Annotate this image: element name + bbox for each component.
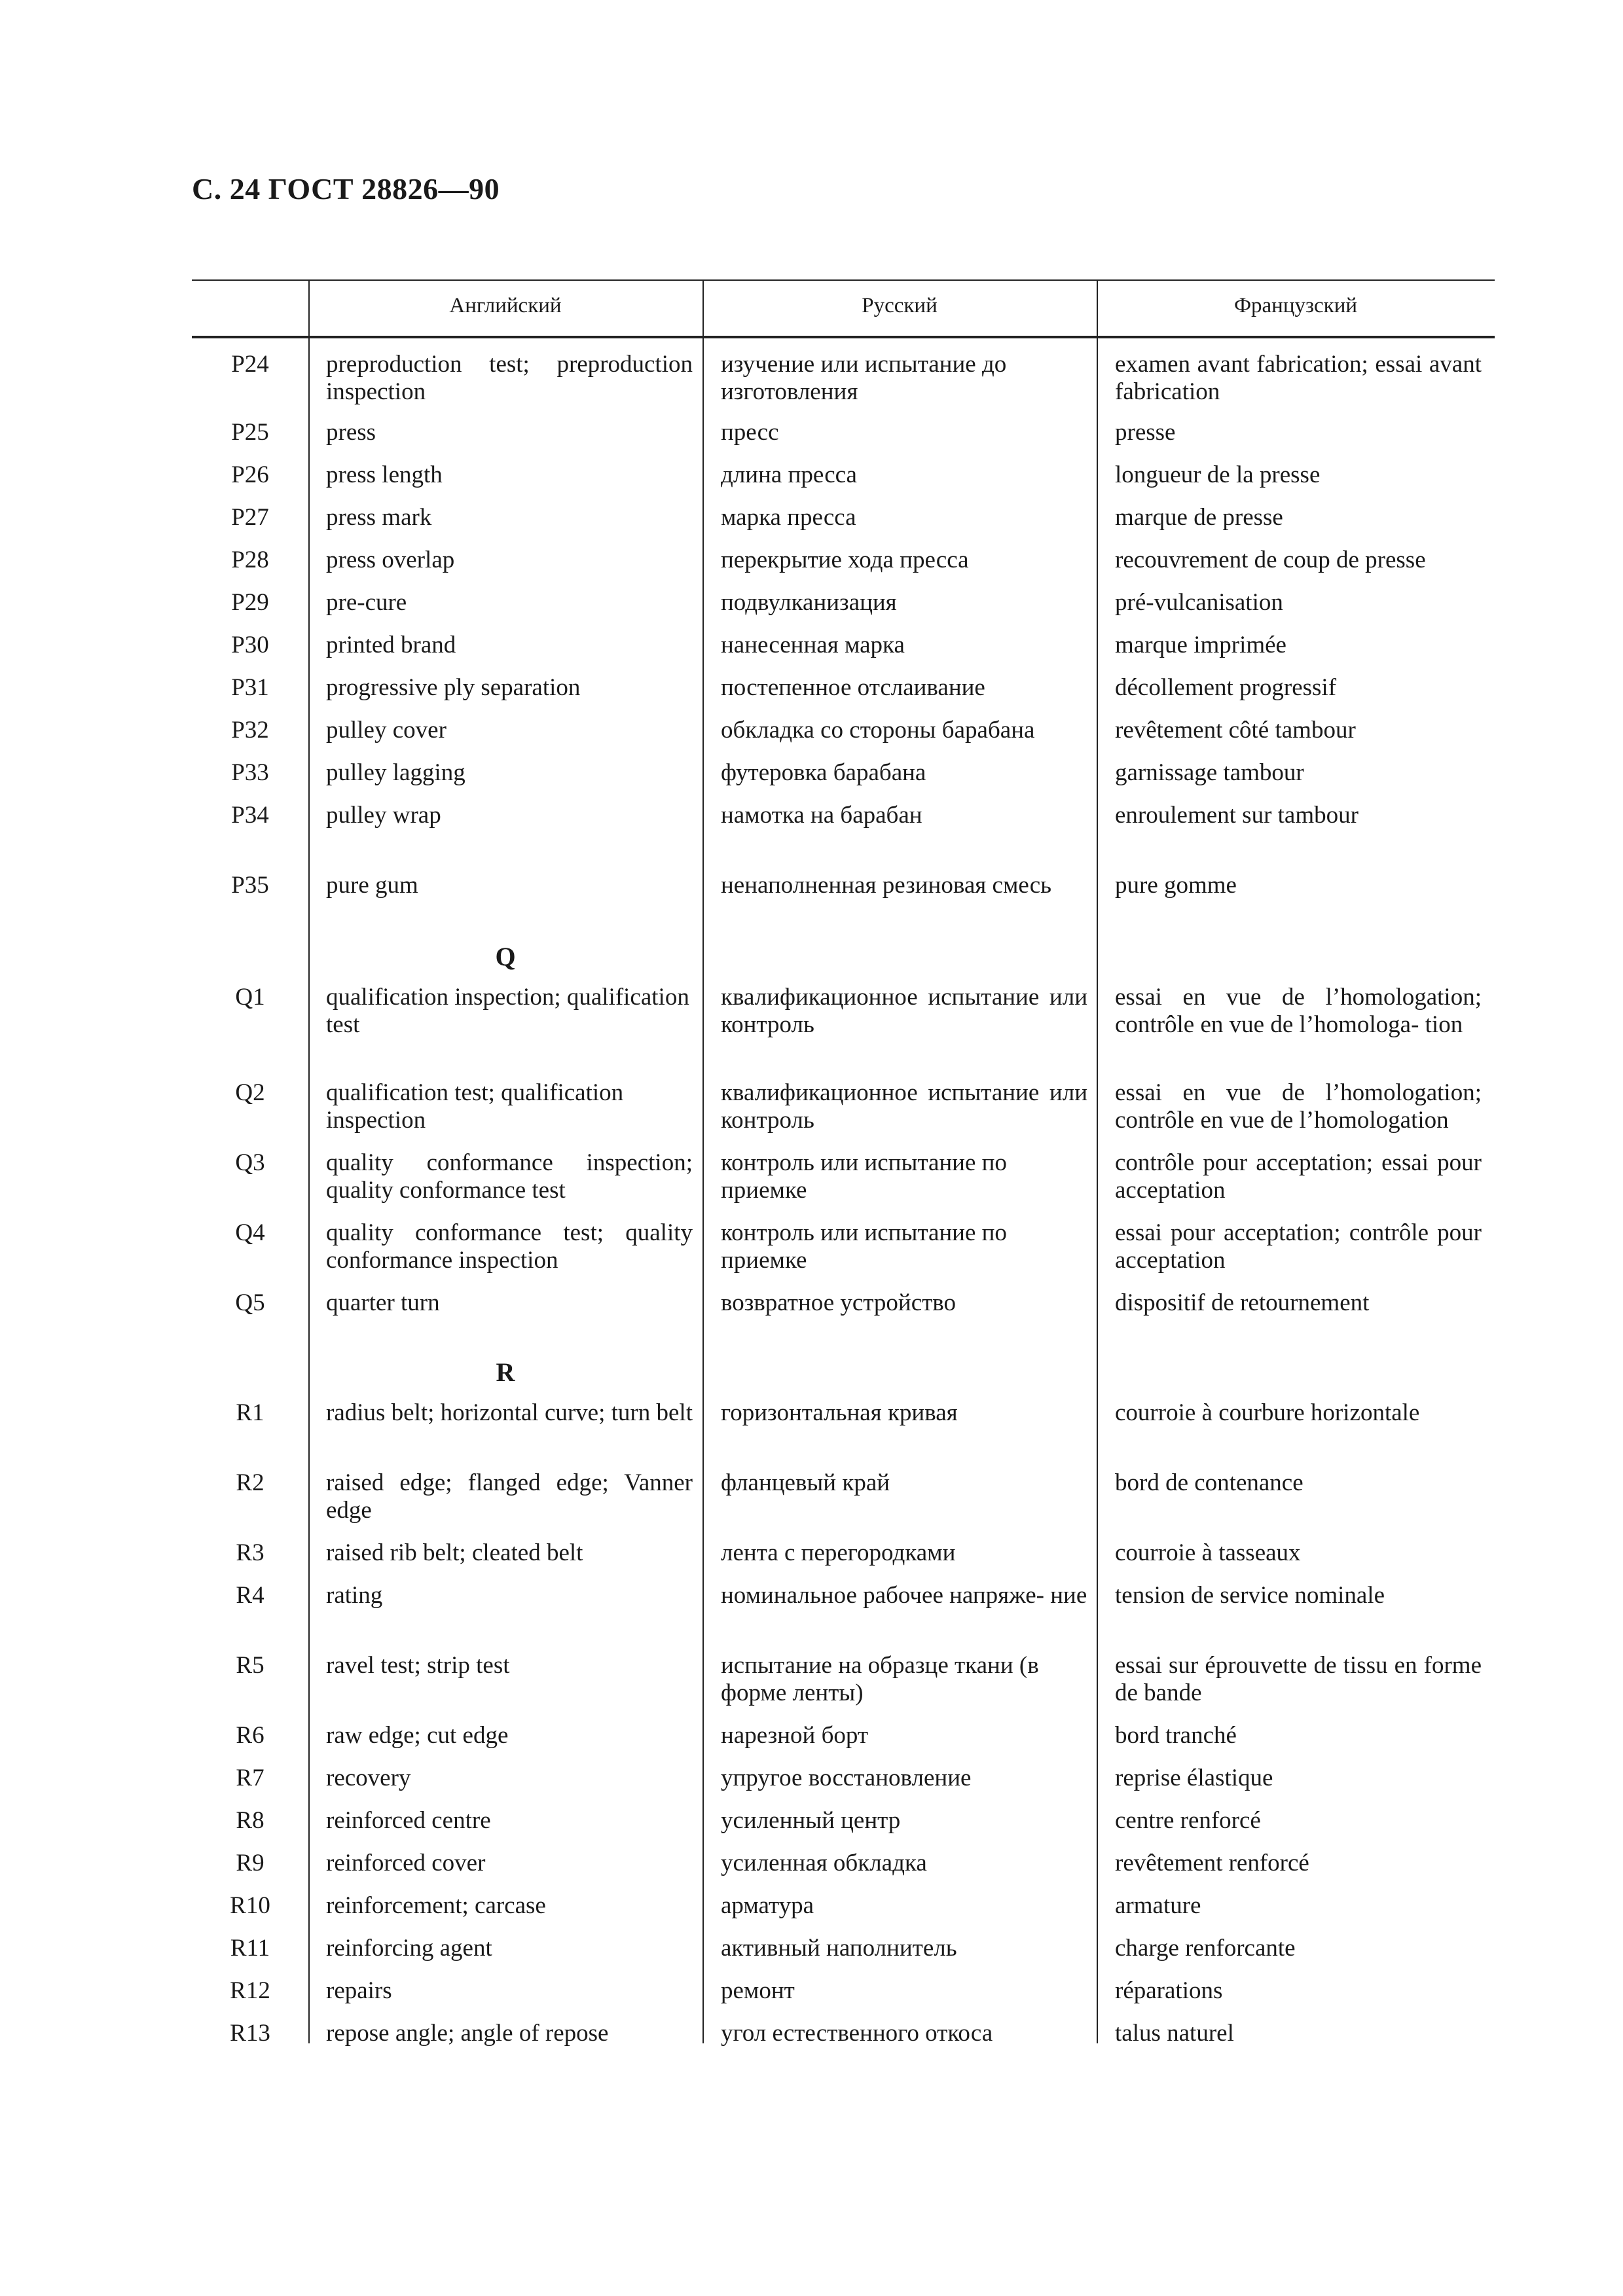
- term-russian: нарезной борт: [721, 1722, 869, 1749]
- term-english: pulley lagging: [326, 759, 465, 786]
- term-english: reinforced cover: [326, 1850, 486, 1876]
- term-english: rating: [326, 1582, 383, 1609]
- term-french: essai en vue de l’homologation; contrôle en vue de l’homologation: [1115, 1079, 1482, 1134]
- term-russian: усиленная обкладка: [721, 1850, 927, 1876]
- page-header: С. 24 ГОСТ 28826—90: [192, 172, 500, 206]
- term-french: essai sur éprouvette de tissu en forme de bande: [1115, 1652, 1482, 1706]
- term-english: press mark: [326, 504, 432, 531]
- column-divider: [702, 279, 704, 2043]
- term-english: preproduction test; preproduction inspection: [326, 351, 693, 405]
- term-code: R3: [236, 1539, 264, 1566]
- term-code: R11: [230, 1935, 270, 1962]
- term-english: qualification test; qualification inspection: [326, 1079, 624, 1134]
- term-russian: лента с перегородками: [721, 1539, 956, 1566]
- term-russian: контроль или испытание по приемке: [721, 1149, 1007, 1204]
- table-top-rule: [192, 279, 1495, 281]
- term-english: recovery: [326, 1765, 411, 1791]
- term-russian: нанесенная марка: [721, 632, 905, 658]
- term-english: press: [326, 419, 376, 446]
- term-english: printed brand: [326, 632, 456, 658]
- term-russian: футеровка барабана: [721, 759, 926, 786]
- term-russian: упругое восстановление: [721, 1765, 972, 1791]
- term-russian: перекрытие хода пресса: [721, 547, 969, 573]
- term-english: qualification inspection; qualification test: [326, 984, 689, 1038]
- term-french: marque de presse: [1115, 504, 1283, 531]
- term-french: tension de service nominale: [1115, 1582, 1385, 1609]
- term-code: P28: [231, 547, 269, 573]
- column-divider: [1097, 279, 1098, 2043]
- term-code: R5: [236, 1652, 264, 1679]
- term-french: revêtement côté tambour: [1115, 717, 1356, 744]
- term-code: R13: [230, 2020, 270, 2047]
- term-code: P32: [231, 717, 269, 744]
- term-russian: постепенное отслаивание: [721, 674, 985, 701]
- term-english: press overlap: [326, 547, 455, 573]
- term-code: R12: [230, 1977, 270, 2004]
- term-code: R9: [236, 1850, 264, 1876]
- term-code: R1: [236, 1399, 264, 1426]
- term-code: Q4: [235, 1219, 265, 1246]
- term-russian: марка пресса: [721, 504, 856, 531]
- term-french: recouvrement de coup de presse: [1115, 547, 1426, 573]
- term-code: P26: [231, 461, 269, 488]
- term-russian: активный наполнитель: [721, 1935, 957, 1962]
- term-code: R7: [236, 1765, 264, 1791]
- term-french: décollement progressif: [1115, 674, 1337, 701]
- column-header-russian: Русский: [862, 294, 938, 317]
- term-russian: контроль или испытание по приемке: [721, 1219, 1007, 1274]
- term-french: réparations: [1115, 1977, 1223, 2004]
- term-russian: горизонтальная кривая: [721, 1399, 958, 1426]
- term-code: Q5: [235, 1289, 265, 1316]
- term-english: pure gum: [326, 872, 418, 899]
- term-french: pure gomme: [1115, 872, 1237, 899]
- term-french: pré-vulcanisation: [1115, 589, 1283, 616]
- term-english: raised rib belt; cleated belt: [326, 1539, 583, 1566]
- term-french: revêtement renforcé: [1115, 1850, 1309, 1876]
- term-french: armature: [1115, 1892, 1201, 1919]
- term-russian: номинальное рабочее напряже- ние: [721, 1582, 1087, 1609]
- term-code: Q3: [235, 1149, 265, 1176]
- term-french: contrôle pour acceptation; essai pour acceptation: [1115, 1149, 1482, 1204]
- term-code: P27: [231, 504, 269, 531]
- term-french: bord tranché: [1115, 1722, 1237, 1749]
- term-french: marque imprimée: [1115, 632, 1286, 658]
- term-code: P33: [231, 759, 269, 786]
- table-header-rule: [192, 336, 1495, 338]
- term-russian: угол естественного откоса: [721, 2020, 993, 2047]
- term-code: P35: [231, 872, 269, 899]
- term-russian: обкладка со стороны барабана: [721, 717, 1035, 744]
- term-code: P25: [231, 419, 269, 446]
- term-english: pulley wrap: [326, 802, 441, 829]
- term-russian: пресс: [721, 419, 779, 446]
- term-english: reinforced centre: [326, 1807, 491, 1834]
- term-french: charge renforcante: [1115, 1935, 1296, 1962]
- term-code: Q1: [235, 984, 265, 1011]
- term-english: reinforcement; carcase: [326, 1892, 546, 1919]
- term-code: P31: [231, 674, 269, 701]
- term-code: R4: [236, 1582, 264, 1609]
- term-code: P34: [231, 802, 269, 829]
- term-russian: арматура: [721, 1892, 814, 1919]
- term-french: bord de contenance: [1115, 1469, 1304, 1496]
- term-english: repose angle; angle of repose: [326, 2020, 609, 2047]
- term-russian: квалификационное испытание или контроль: [721, 1079, 1087, 1134]
- term-french: centre renforcé: [1115, 1807, 1261, 1834]
- term-french: longueur de la presse: [1115, 461, 1321, 488]
- term-english: pulley cover: [326, 717, 447, 744]
- term-code: R8: [236, 1807, 264, 1834]
- term-code: P29: [231, 589, 269, 616]
- term-english: raw edge; cut edge: [326, 1722, 509, 1749]
- term-code: R10: [230, 1892, 270, 1919]
- term-code: R2: [236, 1469, 264, 1496]
- term-english: radius belt; horizontal curve; turn belt: [326, 1399, 693, 1426]
- term-french: reprise élastique: [1115, 1765, 1273, 1791]
- term-russian: квалификационное испытание или контроль: [721, 984, 1087, 1038]
- term-code: Q2: [235, 1079, 265, 1106]
- term-french: essai pour acceptation; contrôle pour acceptation: [1115, 1219, 1482, 1274]
- term-russian: ненаполненная резиновая смесь: [721, 872, 1051, 899]
- term-french: presse: [1115, 419, 1176, 446]
- term-russian: ремонт: [721, 1977, 795, 2004]
- term-english: quality conformance test; quality conformance inspection: [326, 1219, 693, 1274]
- term-russian: подвулканизация: [721, 589, 897, 616]
- term-french: talus naturel: [1115, 2020, 1234, 2047]
- term-english: reinforcing agent: [326, 1935, 492, 1962]
- term-english: ravel test; strip test: [326, 1652, 510, 1679]
- term-code: P24: [231, 351, 269, 378]
- section-letter-r: R: [496, 1357, 515, 1387]
- column-header-french: Французский: [1233, 294, 1358, 317]
- term-english: quarter turn: [326, 1289, 440, 1316]
- term-russian: фланцевый край: [721, 1469, 890, 1496]
- term-russian: возвратное устройство: [721, 1289, 957, 1316]
- term-russian: испытание на образце ткани (в форме ленты): [721, 1652, 1039, 1706]
- term-french: courroie à tasseaux: [1115, 1539, 1301, 1566]
- term-russian: намотка на барабан: [721, 802, 922, 829]
- term-english: raised edge; flanged edge; Vanner edge: [326, 1469, 693, 1524]
- section-letter-q: Q: [495, 942, 516, 971]
- column-header-english: Английский: [449, 294, 562, 317]
- term-english: progressive ply separation: [326, 674, 581, 701]
- term-french: courroie à courbure horizontale: [1115, 1399, 1420, 1426]
- term-code: R6: [236, 1722, 264, 1749]
- term-french: enroulement sur tambour: [1115, 802, 1359, 829]
- term-english: pre-cure: [326, 589, 407, 616]
- term-french: garnissage tambour: [1115, 759, 1304, 786]
- term-french: dispositif de retournement: [1115, 1289, 1370, 1316]
- term-english: press length: [326, 461, 443, 488]
- column-divider: [308, 279, 310, 2043]
- term-russian: длина пресса: [721, 461, 857, 488]
- term-english: repairs: [326, 1977, 392, 2004]
- term-french: examen avant fabrication; essai avant fabrication: [1115, 351, 1482, 405]
- term-english: quality conformance inspection; quality conformance test: [326, 1149, 693, 1204]
- term-russian: изучение или испытание до изготовления: [721, 351, 1007, 405]
- term-french: essai en vue de l’homologation; contrôle en vue de l’homologa- tion: [1115, 984, 1482, 1038]
- term-russian: усиленный центр: [721, 1807, 901, 1834]
- term-code: P30: [231, 632, 269, 658]
